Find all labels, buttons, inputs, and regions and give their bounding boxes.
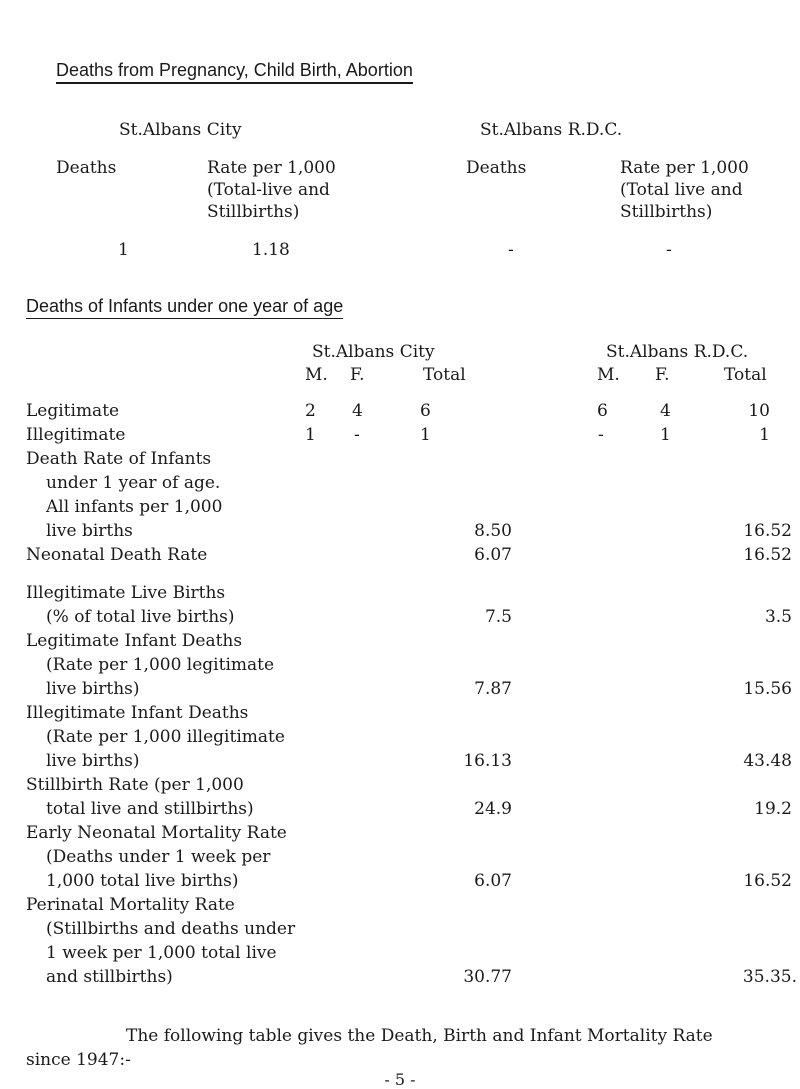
legitimate-city-m: 2 — [305, 401, 316, 421]
legitimate-city-total: 6 — [420, 401, 431, 421]
illegitimate-city-f: - — [354, 425, 360, 445]
leg-infant-city-total: 7.87 — [474, 679, 512, 699]
row-label-stillbirth-line2: total live and stillbirths) — [46, 799, 254, 819]
row-label-illeg-births-line1: Illegitimate Live Births — [26, 583, 226, 603]
illegitimate-rdc-total: 1 — [759, 425, 770, 445]
city-deaths-value: 1 — [118, 240, 129, 260]
rdc-rate-label-line3: Stillbirths) — [620, 202, 713, 222]
illegitimate-rdc-f: 1 — [660, 425, 671, 445]
city-rate-label-line1: Rate per 1,000 — [207, 158, 336, 178]
rdc-deaths-value: - — [508, 240, 514, 260]
row-label-perinatal-line3: 1 week per 1,000 total live — [46, 943, 277, 963]
neonatal-rdc-total: 16.52 — [743, 545, 792, 565]
perinatal-city-total: 30.77 — [463, 967, 512, 987]
city-col-f: F. — [350, 365, 365, 385]
illeg-infant-city-total: 16.13 — [463, 751, 512, 771]
rdc-col-m: M. — [597, 365, 620, 385]
death-rate-rdc-total: 16.52 — [743, 521, 792, 541]
rdc-rate-label-line2: (Total live and — [620, 180, 743, 200]
section-title-maternal-deaths: Deaths from Pregnancy, Child Birth, Abortion — [56, 60, 413, 84]
row-label-legitimate: Legitimate — [26, 401, 120, 421]
death-rate-city-total: 8.50 — [474, 521, 512, 541]
neonatal-city-total: 6.07 — [474, 545, 512, 565]
city-col-m: M. — [305, 365, 328, 385]
legitimate-rdc-total: 10 — [748, 401, 770, 421]
leg-infant-rdc-total: 15.56 — [743, 679, 792, 699]
row-label-leg-infant-line3: live births) — [46, 679, 140, 699]
row-label-illeg-infant-line1: Illegitimate Infant Deaths — [26, 703, 249, 723]
rdc-header: St.Albans R.D.C. — [480, 120, 623, 140]
stillbirth-city-total: 24.9 — [474, 799, 512, 819]
row-label-stillbirth-line1: Stillbirth Rate (per 1,000 — [26, 775, 244, 795]
city-deaths-label: Deaths — [56, 158, 117, 178]
row-label-illeg-infant-line2: (Rate per 1,000 illegitimate — [46, 727, 285, 747]
illeg-births-rdc-total: 3.5 — [764, 607, 792, 627]
city-header: St.Albans City — [119, 120, 242, 140]
row-label-death-rate-line2: under 1 year of age. — [46, 473, 221, 493]
row-label-early-neonatal-line2: (Deaths under 1 week per — [46, 847, 271, 867]
illegitimate-rdc-m: - — [598, 425, 604, 445]
legitimate-rdc-f: 4 — [660, 401, 671, 421]
row-label-leg-infant-line2: (Rate per 1,000 legitimate — [46, 655, 275, 675]
illeg-infant-rdc-total: 43.48 — [743, 751, 792, 771]
footer-note-line2: since 1947:- — [26, 1050, 131, 1070]
row-label-perinatal-line2: (Stillbirths and deaths under — [46, 919, 296, 939]
early-neonatal-rdc-total: 16.52 — [743, 871, 792, 891]
row-label-death-rate-line3: All infants per 1,000 — [46, 497, 223, 517]
infant-rdc-header: St.Albans R.D.C. — [606, 342, 749, 362]
illegitimate-city-total: 1 — [420, 425, 431, 445]
legitimate-rdc-m: 6 — [597, 401, 608, 421]
stillbirth-rdc-total: 19.2 — [754, 799, 792, 819]
section-title-infant-deaths: Deaths of Infants under one year of age — [26, 296, 343, 319]
row-label-perinatal-line4: and stillbirths) — [46, 967, 173, 987]
illegitimate-city-m: 1 — [305, 425, 316, 445]
row-label-death-rate-line4: live births — [46, 521, 133, 541]
rdc-deaths-label: Deaths — [466, 158, 527, 178]
rdc-col-total: Total — [724, 365, 767, 385]
row-label-early-neonatal-line3: 1,000 total live births) — [46, 871, 239, 891]
rdc-rate-value: - — [666, 240, 672, 260]
perinatal-rdc-total: 35.35. — [742, 967, 797, 987]
legitimate-city-f: 4 — [352, 401, 363, 421]
row-label-leg-infant-line1: Legitimate Infant Deaths — [26, 631, 243, 651]
rdc-rate-label-line1: Rate per 1,000 — [620, 158, 749, 178]
city-col-total: Total — [423, 365, 466, 385]
row-label-death-rate-line1: Death Rate of Infants — [26, 449, 212, 469]
page-number: - 5 - — [384, 1070, 416, 1089]
early-neonatal-city-total: 6.07 — [474, 871, 512, 891]
infant-city-header: St.Albans City — [312, 342, 435, 362]
city-rate-value: 1.18 — [252, 240, 290, 260]
row-label-neonatal: Neonatal Death Rate — [26, 545, 208, 565]
rdc-col-f: F. — [655, 365, 670, 385]
city-rate-label-line3: Stillbirths) — [207, 202, 300, 222]
row-label-early-neonatal-line1: Early Neonatal Mortality Rate — [26, 823, 287, 843]
footer-note-line1: The following table gives the Death, Birth and Infant Mortality Rate — [126, 1026, 713, 1046]
row-label-illeg-infant-line3: live births) — [46, 751, 140, 771]
city-rate-label-line2: (Total-live and — [207, 180, 330, 200]
row-label-illegitimate: Illegitimate — [26, 425, 126, 445]
row-label-illeg-births-line2: (% of total live births) — [46, 607, 235, 627]
illeg-births-city-total: 7.5 — [484, 607, 512, 627]
row-label-perinatal-line1: Perinatal Mortality Rate — [26, 895, 235, 915]
